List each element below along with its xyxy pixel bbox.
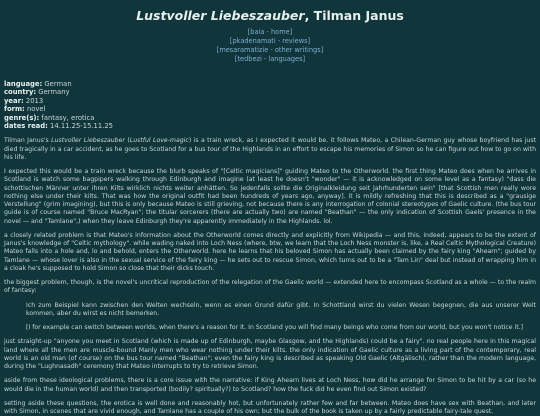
meta-value: fantasy, erotica <box>39 113 95 122</box>
page <box>4 0 536 416</box>
text-run: ) is a train wreck, as I expected it would be. it follows Mateo, a Chilean-German guy whose boyfriend has just died tragically in a car accident, as he goes to Scotland for a bus tour of the Highlands in an effort to escape his memories of Simon so he can figure out how to go on with his life. <box>4 137 537 161</box>
meta-language <box>4 80 536 88</box>
review-paragraph: aside from these ideological problems, there is a core issue with the narrative: if King Ahearn lives at Loch Ness, how did he arrange for Simon to be hit by a car (so he would die in the human world) and then transported (bodily? spiritually?) to Scotland? how the fuck did he even find out Simon existed? <box>4 377 536 393</box>
nav-link-other-writings[interactable]: [mesaramatizie - other writings] <box>216 45 324 54</box>
meta-value: 14.11.25-15.11.25 <box>47 121 114 130</box>
meta-key: country: <box>4 88 37 97</box>
review-paragraph: a closely related problem is that Mateo's information about the Otherworld comes directly and explicitly from Wikipedia — and this, indeed, appears to be the extent of Janus's knowledge of "Celtic mythology". while wading naked into Loch Ness (where, btw, we learn that the Loch Ness monster is, like, a Real Celtic Mythological Creature) Mateo falls into a hole and, lo and behold, enters the Otherworld. here he learns that his beloved Simon has actually been claimed by the fairy king "Ahearn"; guided by Tamlane — whose lover is also in the sexual service of the fairy king — he sets out to rescue Simon, which turns out to be a "Tam Lin" deal but instead of wrapping him in a cloak he's supposed to hold Simon so close that their dicks touch. <box>4 231 536 272</box>
meta-key: language: <box>4 79 43 88</box>
meta-country <box>4 88 536 96</box>
meta-value: novel <box>24 105 46 114</box>
review-paragraph: setting aside these questions, the erotica is well done and reasonably hot, but unfortunately rather few and far between. Mateo does have sex with Beathan, and later with Simon, in scenes that are vivid enough, and Tamlane has a couple of his own; but the bulk of the book is taken up by a fairly predictable fairy-tale quest. <box>4 399 536 416</box>
quote-german: Ich zum Beispiel kann zwischen den Welten wechseln, wenn es einen Grund dafür gibt. In Schottland wirst du vielen Wesen begegnen, die aus unserer Welt kommen, aber du wirst es nicht bemerken. <box>26 301 536 317</box>
meta-value: German <box>42 79 72 88</box>
meta-value: Germany <box>36 88 70 97</box>
review-paragraph: the biggest problem, though, is the novel's uncritical reproduction of the relegation of the Gaelic world — extended here to encompass Scotland as a whole — to the realm of fantasy: <box>4 279 536 295</box>
meta-value: 2013 <box>23 96 44 105</box>
meta-genres <box>4 114 536 122</box>
page-title <box>4 8 536 23</box>
quote-translation: [I for example can switch between worlds, when there's a reason for it. In Scotland you will find many beings who come from our world, but you won't notice it.] <box>26 324 524 332</box>
meta-key: form: <box>4 105 25 114</box>
book-metadata <box>4 80 536 131</box>
text-run: ( <box>124 137 130 145</box>
book-title: Lustvoller Liebeszauber <box>136 8 305 23</box>
nav-link-home[interactable]: [baia - home] <box>247 28 293 36</box>
review-paragraph: just straight-up "anyone you meet in Scotland (which is made up of Edinburgh, maybe Glasgow, and the Highlands) could be a fairy". no real people here in this magical land where all the men are muscle-bound Manly men who wear nothing under their kilts. the only indication of Gaelic culture as a living part of the contemporary, real world is an old man (of course) on the bus tour named "Beathan"; even the fairy king is described as speaking Old Gaelic (Altgälisch), rather than the modern language, during the "Lughnasadh" ceremony that Mateo interrupts to try to retrieve Simon. <box>4 338 536 371</box>
meta-key: dates read: <box>4 121 48 130</box>
title-separator: , <box>304 8 314 23</box>
review-paragraph: I expected this would be a train wreck because the blurb speaks of "[Celtic magicians]" guiding Mateo to the Otherworld. the first thing Mateo does when he arrives in Scotland is watch some bagpipers walking through Edinburgh and imagine (at least he doesn't "wonder" — it is acknowledged on some level as a fantasy) "dass die schottischen Männer unter ihren Kilts wirklich nichts weiter anhätten. So jedenfalls sollte die Originalkleidung seit Jahrhunderten sein" [that Scottish men really wore nothing else under their kilts. That was how the original outfit had been hundreds of years ago, anyway]. it is mildly refreshing that this is described as a "grausige Verstellung" (grim imagining), but this is only because Mateo is still grieving, not because there is any interrogation of colonial stereotypes of Gaelic culture. (the bus tour guide is of course named "Bruce MacRyan"; the titular sorcerers (there are actually two) are named "Beathan" — the only indication of Scottish Gaels' presence in the novel — and "Tamlane",) when they leave Edinburgh they're apparently immediately in the Highlands. lol. <box>4 168 536 225</box>
nav-link-reviews[interactable]: [pkadenamati - reviews] <box>229 36 311 45</box>
site-nav <box>4 28 536 64</box>
review-paragraph-intro <box>4 137 536 162</box>
book-title-inline: Lustvoller Liebeszauber <box>51 137 125 145</box>
meta-key: year: <box>4 96 24 105</box>
text-run: Tilman Janus's <box>4 137 52 145</box>
meta-key: genre(s): <box>4 113 40 122</box>
nav-link-languages[interactable]: [tedbezi - languages] <box>234 54 306 63</box>
meta-year <box>4 97 536 105</box>
meta-form <box>4 105 536 113</box>
review-body <box>4 137 536 416</box>
author-name: Tilman Janus <box>313 8 404 23</box>
meta-dates-read <box>4 122 536 130</box>
translated-title-inline: Lustful Love-magic <box>129 137 189 145</box>
